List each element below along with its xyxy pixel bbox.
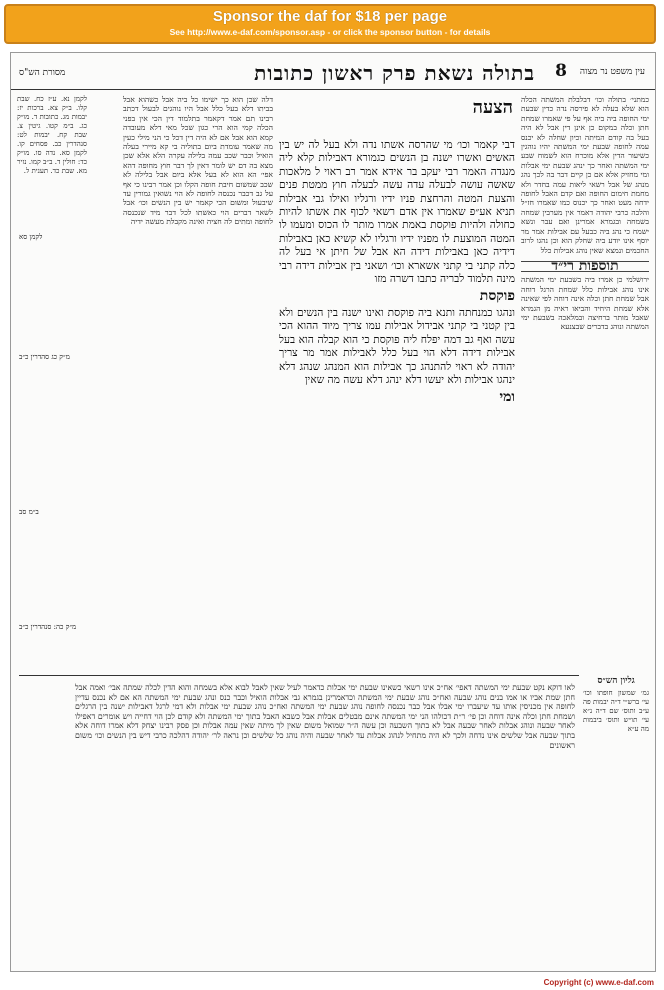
section-heading-pokeset: פוקסת (479, 288, 515, 305)
gilyon-hashas-label: גליון הש״ס (597, 676, 635, 686)
section-pokeset-text: ונהגו כמנחתה ותנא ביה פוקסת ואינו ישנה בין הנשים ולא בין קטני בי קתני אבידול אבילות עמו צריך מיוד ההוא הכי עשה ואף גב דמה יפלח ליה פוקסת כי הוא קבלה הוא בעל אבילות דידה דלא הוי בעל כלל לאבילות אמר מר צריך יהודה לא ראוי להתנהג כך אבילות הוא המנהג שנהג דלא ינהגו אבילות ולא יעשו דלא ינהג דלא עשה מה שאין (279, 306, 515, 386)
talmud-page (10, 52, 656, 972)
margin-ref-1: לקמן סא (19, 233, 43, 241)
gemara-column (279, 139, 515, 659)
bottom-commentary-text: לאו דוקא נקט שבעת ימי המשתה דאפי׳ אח״כ אינו רשאי כשאינו שבעת ימי אבלות כדאמר לעיל שאין לאבל לבוא אלא בשמחה והוא הדין לכלה שמתה אבי׳ ואמה אבל חתן שמת אביו או אמו בנים נוהג שבעה ואח״כ נוהג שבעת ימי המשתה וכדאמרינן בגמרא גבי אבלות הואיל וכבר כנס ונהג שבעת ימי המשתה הא אם לא נכנס עדיין לחופה אין מכניסין אותו עד שיעברו ימי אבלו אבל כבר נכנסה לחופה נוהג שבעת ימי המשתה ואח״כ נוהג שבעת ימי אבלות ולא דמי לרגל דאבילות ישנה בין הרגלים ושמחת חתן וכלה אינה דוחה וכן פי׳ ר״ת דכולהו הני ימי המשתה אינם מבטלים אבלות אבל כשבא האבל בתוך ימי המשתה ולא קודם לכן הוי דחייה ויש אומרים דאפילו לאחר שבעה ונוהג אבלות לאחר שבעה אבל לא בתוך השבעה וכן עשה ה״ר שמואל משום שאין לך מיתה שאין עמה אבלות וכן פסק רבינו יצחק דלא אמרו דוחה אלא בתוך שבעה אבל שלשים אינו נדחה ולכך לא היה מתחיל לנהוג אבלות עד לאחר שבעה והיה נוהג כל שלשים וכן נראה לר׳ יהודה דהלכה כרבי דיש בין הנשים וכו׳ משום ראשונים (75, 683, 575, 750)
page-header (11, 61, 655, 91)
header-masoret-label: מסורת הש"ס (19, 68, 66, 78)
bottom-commentary (75, 683, 575, 963)
masoret-hashas-text: לקמן נא. ע״ז כח. שבת קלו. ב״ק צא. ברכות יז: יבמות מג. כתובות ד. מו״ק כג. ב״מ קטו. גיטין צ. שבת קח. יבמות לט: סנהדרין כב. פסחים קו. לקמן סא. נדה סו. מו״ק כד: חולין ד. ב״ב קמו. נזיר מא. שבת כד. תענית ל. (17, 95, 87, 175)
header-divider (11, 89, 655, 90)
bottom-divider (19, 675, 579, 676)
section-heading-umi: ומי (499, 389, 515, 406)
copyright-footer[interactable]: Copyright (c) www.e-daf.com (543, 978, 654, 987)
margin-ref-2: מ״ק כג סהדרין כ״ב (19, 353, 70, 361)
rashi-column (521, 95, 649, 655)
tosafot-column (123, 95, 273, 660)
gemara-text: דבי קאמר וכו׳ מי שהרסה אשתו נדה ולא בעל לה יש בין האשים ואשרו ישנה בן הנשים כגמורא דאבילות קלא ליה מנגדה האמר רבי יעקב בר אידא אמר רב ראוי ל מלאכות שאשה עושה לבעלה עדה עשה לבעלה חוץ ממטת פנים והצעת המטה והרחצת פניו ידיו ורגליו ואילו גבי אבילות תניא אע״פ שאמרו אין אדם רשאי לכוף את אשתו להיות כחולה ולהיות פוקסת באמת אמרו מותר לו הכוס ומעמו לו המטה המוצעת לו מפניו ידיו ורגליו לא קשיא כאן באבילות דידיה כאן באבילות דידה הא אבל של חיתן אי בעל לה כלה קתני בי קתני אשארא וכו׳ ושאני בין אבילות דידה רבי מינה תלמוד לבריה כתבו דשרה מזו (279, 139, 515, 286)
sponsor-subtitle[interactable]: See http://www.e-daf.com/sponsor.asp - or click the sponsor button - for details (169, 27, 491, 37)
gilyon-hashas-text: גמ׳ שמשון חופתו וכו׳ עי׳ ברש״י ד״ה יבמות פה ע״ב ותוס׳ שם ד״ה נ״א עי׳ תו״ש ותוס׳ ביבמות מה ע״א (583, 689, 649, 733)
header-ein-mishpat-label: עין משפט נר מצוה (579, 67, 645, 77)
gilyon-hashas-margin (583, 673, 649, 963)
sponsor-title[interactable]: Sponsor the daf for $18 per page (212, 8, 448, 25)
page-number: 8 (555, 61, 567, 81)
gemara-heading: הצעה (472, 97, 513, 118)
rashi-text: כמתני׳ בתולה וכו׳ דבלבלת המשתה הכלה הוא שלא בעלה לא פירסה נדה כדין שבעת ימי החופה ביה ביה אף על פי שאמרו שמחת חתן וכלה במקום כן אינן דין אבל לא היה בעל בה קודם המיתה וכיון שחלה לא יכנס עמה לחופה שבעת ימי המשתה יהיו נוהגין כשיעור הדין אלא מוכרח הוא לשמוח שבע ימי המשתה ואחר כך ינהג שבעת ימי אבלות ומי מחזיק אלא אם כן קיים דבר בה לכך נהג מנהג של אבל רשאי ליאות עמה בחדר ולא מחמת חימום החופה ואם קדם האבל לחופה ידחה מעט ואחר כך יכנוס כמו שאמרו חז״ל והלכה כרבי יהודה דאמר אין מערבין שמחה בשמחה ובגמרא אמרינן ואם עבר ונשא ישמח כי נהג ביה כבעל עם אבילות אמר מר יוסף אינו יודע ביה שחלק הוא וכן נהגו לרוב החכמים ונמצא שאין נוהג אבילות כלל (521, 95, 649, 255)
gemara-heading-word (281, 97, 513, 118)
margin-ref-4: מ״ק כה: סנהדרין כ״ב (19, 623, 77, 631)
masoret-hashas-margin (17, 95, 87, 715)
page-title: בתולה נשאת פרק ראשון כתובות (254, 61, 535, 85)
tosafot-rid-heading: תוספות רי״ד (521, 261, 649, 272)
tosafot-text: דלה שכן הוא כך ישימו כל ביה אבל כשהוא אבל בביתו דלא בעל כלל אבל היו נוהגים לבעול דכתב רבינו תם אמר דקאמר בתלמוד דין הכי אין בפני הכלה קמי הוא הרי כגון שכל מאי דלא מעובדה קמא הוא אבל אם לא היה דין דכל כי הני מילי כעין מה שאמר עומדת ביום בתוליה בי קא מיירי בעלה הואיל וכבר שכב עמה בלילה עקרה הלא אלא שכן מצא בה דם יש לומר דאין לך דבר חוץ מחופה דהא אפי׳ הא הוא לא בעל אלא ביום אבל בלילה לא שכב שמשום חיבת חופה הקלו וכן אמר רבינו כי אף על גב דכבר נכנסה לחופה לא הוי נשואין גמורין עד שיבעול ומשום הכי קאמר יש בין הנשים וכו׳ אבל לשאר דברים הוי כאשתו לכל דבר מיד שנכנסה לחופה ומתים לה חציה ואינה מקבלת מעשה ידיה (123, 95, 273, 227)
sponsor-banner[interactable] (4, 4, 656, 44)
tosafot-rid-text: ירושלמי כן אמרו ביה בשבעת ימי המשתה אינו נוהג אבילות כלל שמחת הרגל דוחה אבל שמחת חתן וכלה אינה דוחה לפי שאינה אלא שמחת היחיד והביאו ראיה מן הגמרא שאבל מותר ברחיצה ובמלאכה בשבעת ימי המשתה ונוהג בדברים שבצנעא (521, 275, 649, 332)
margin-ref-3: ב״מ סב (19, 508, 39, 516)
